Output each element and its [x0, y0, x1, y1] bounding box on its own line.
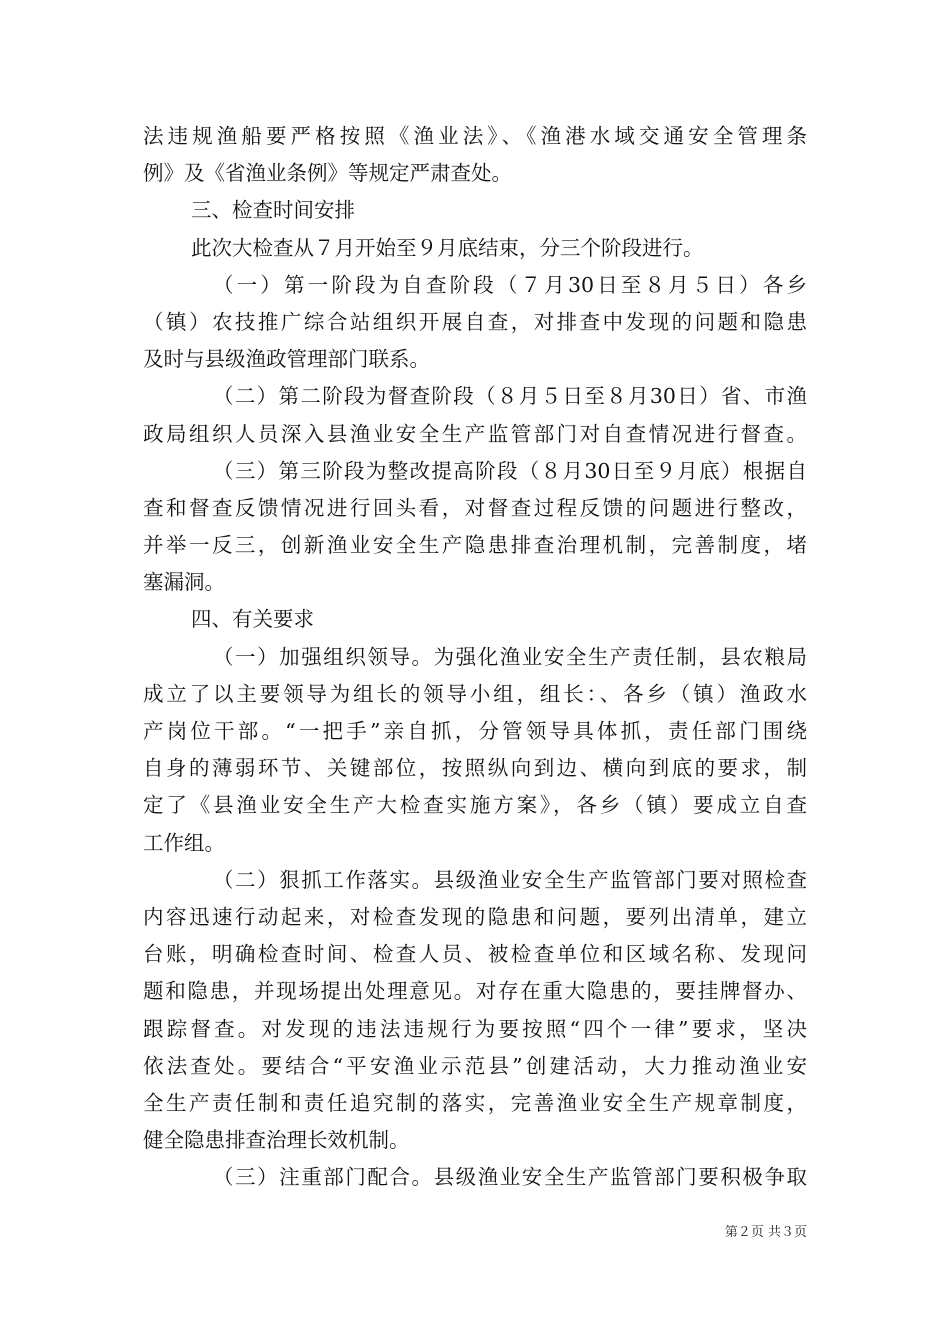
- paragraph-line: 并举一反三，创新渔业安全生产隐患排查治理机制，完善制度，堵: [143, 533, 807, 558]
- paragraph-line: 法违规渔船要严格按照《渔业法》、《渔港水域交通安全管理条: [143, 124, 807, 148]
- paragraph-line: （三）第三阶段为整改提高阶段（８月30日至９月底）根据自: [213, 458, 807, 483]
- paragraph-line: 例》及《省渔业条例》等规定严肃查处。: [143, 161, 512, 186]
- paragraph-line: 查和督查反馈情况进行回头看，对督查过程反馈的问题进行整改，: [143, 495, 807, 520]
- paragraph-line: 内容迅速行动起来，对检查发现的隐患和问题，要列出清单，建立: [143, 904, 807, 929]
- paragraph-line: 定了《县渔业安全生产大检查实施方案》，各乡（镇）要成立自查: [143, 793, 807, 818]
- document-body: [143, 118, 807, 1196]
- paragraph-line: 工作组。: [143, 830, 225, 855]
- paragraph-line: （二）狠抓工作落实。县级渔业安全生产监管部门要对照检查: [213, 867, 807, 892]
- paragraph-line: （一）加强组织领导。为强化渔业安全生产责任制，县农粮局: [213, 644, 807, 669]
- paragraph-line: （二）第二阶段为督查阶段（８月５日至８月30日）省、市渔: [213, 384, 807, 409]
- paragraph-line: 健全隐患排查治理长效机制。: [143, 1128, 410, 1153]
- paragraph-line: 成立了以主要领导为组长的领导小组，组长：、各乡（镇）渔政水: [143, 681, 807, 706]
- paragraph-line: 政局组织人员深入县渔业安全生产监管部门对自查情况进行督查。: [143, 421, 807, 446]
- section-heading: 三、检查时间安排: [191, 198, 355, 223]
- paragraph-line: （镇）农技推广综合站组织开展自查，对排查中发现的问题和隐患: [143, 309, 807, 334]
- paragraph-line: 产岗位干部。“一把手”亲自抓，分管领导具体抓，责任部门围绕: [143, 719, 807, 743]
- paragraph-line: 台账，明确检查时间、检查人员、被检查单位和区域名称、发现问: [143, 942, 807, 967]
- paragraph-line: 全生产责任制和责任追究制的落实，完善渔业安全生产规章制度，: [143, 1090, 807, 1115]
- page-number-footer: 第２页 共３页: [724, 1225, 807, 1240]
- paragraph-line: （三）注重部门配合。县级渔业安全生产监管部门要积极争取: [213, 1165, 807, 1190]
- section-heading: 四、有关要求: [191, 607, 314, 632]
- paragraph-line: 题和隐患，并现场提出处理意见。对存在重大隐患的，要挂牌督办、: [143, 979, 807, 1004]
- paragraph-line: 此次大检查从７月开始至９月底结束，分三个阶段进行。: [191, 235, 704, 260]
- paragraph-line: 跟踪督查。对发现的违法违规行为要按照“四个一律”要求，坚决: [143, 1016, 807, 1041]
- paragraph-line: 自身的薄弱环节、关键部位，按照纵向到边、横向到底的要求，制: [143, 756, 807, 781]
- paragraph-line: 及时与县级渔政管理部门联系。: [143, 347, 430, 372]
- paragraph-line: 依法查处。要结合“平安渔业示范县”创建活动，大力推动渔业安: [143, 1053, 807, 1078]
- paragraph-line: 塞漏洞。: [143, 570, 225, 595]
- paragraph-line: （一）第一阶段为自查阶段（７月30日至８月５日）各乡: [213, 272, 807, 297]
